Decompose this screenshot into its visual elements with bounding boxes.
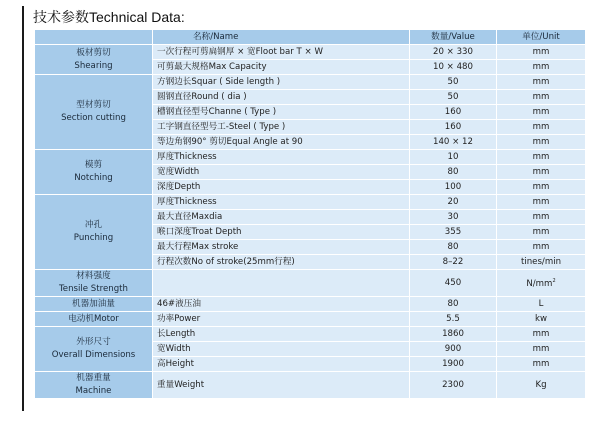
table-row	[35, 195, 586, 210]
item-unit: mm	[497, 105, 586, 120]
item-unit: Kg	[497, 372, 586, 399]
item-name: 厚度Thickness	[153, 150, 410, 165]
table-row	[35, 45, 586, 60]
item-name: 功率Power	[153, 312, 410, 327]
item-name: 最大直径Maxdia	[153, 210, 410, 225]
item-unit: mm	[497, 195, 586, 210]
item-name	[153, 270, 410, 297]
category-notching	[35, 150, 153, 195]
header-name: 名称/Name	[153, 30, 410, 45]
item-unit	[497, 270, 586, 297]
item-name: 行程次数No of stroke(25mm行程)	[153, 255, 410, 270]
item-name: 长Length	[153, 327, 410, 342]
category-label-cn: 材料强度	[76, 271, 111, 281]
item-unit: tines/min	[497, 255, 586, 270]
item-value: 20 × 330	[410, 45, 497, 60]
item-name: 圆钢直径Round ( dia )	[153, 90, 410, 105]
item-unit: mm	[497, 165, 586, 180]
item-value: 900	[410, 342, 497, 357]
item-unit: mm	[497, 150, 586, 165]
item-unit: mm	[497, 210, 586, 225]
category-motor: 电动机Motor	[35, 312, 153, 327]
table-row	[35, 75, 586, 90]
item-value: 355	[410, 225, 497, 240]
category-punching	[35, 195, 153, 270]
item-unit: mm	[497, 180, 586, 195]
item-value: 450	[410, 270, 497, 297]
page-title: 技术参数Technical Data:	[33, 9, 185, 25]
item-unit: mm	[497, 75, 586, 90]
item-unit: mm	[497, 327, 586, 342]
left-margin-rule	[22, 6, 24, 411]
item-unit: mm	[497, 90, 586, 105]
item-name: 高Height	[153, 357, 410, 372]
category-label-en: Punching	[73, 233, 114, 243]
item-name: 宽度Width	[153, 165, 410, 180]
category-label-en: Shearing	[74, 60, 113, 71]
table-row	[35, 312, 586, 327]
item-name: 可剪最大规格Max Capacity	[153, 60, 410, 75]
item-unit: mm	[497, 342, 586, 357]
header-category	[35, 30, 153, 45]
item-value: 10 × 480	[410, 60, 497, 75]
item-value: 80	[410, 297, 497, 312]
item-value: 2300	[410, 372, 497, 399]
item-value: 8–22	[410, 255, 497, 270]
item-value: 140 × 12	[410, 135, 497, 150]
table-row	[35, 270, 586, 297]
category-label-en: Notching	[74, 173, 113, 183]
item-value: 160	[410, 120, 497, 135]
item-unit: mm	[497, 357, 586, 372]
category-machine-weight	[35, 372, 153, 399]
category-tensile-strength	[35, 270, 153, 297]
item-name: 46#液压油	[153, 297, 410, 312]
item-value: 30	[410, 210, 497, 225]
item-value: 5.5	[410, 312, 497, 327]
table-row	[35, 327, 586, 342]
item-unit: mm	[497, 225, 586, 240]
item-value: 1900	[410, 357, 497, 372]
item-name: 最大行程Max stroke	[153, 240, 410, 255]
category-label-cn: 模剪	[84, 160, 103, 170]
item-value: 80	[410, 240, 497, 255]
item-unit: L	[497, 297, 586, 312]
category-label-cn: 型材剪切	[76, 100, 111, 110]
item-value: 80	[410, 165, 497, 180]
category-label-en: Section cutting	[61, 113, 126, 123]
item-value: 50	[410, 75, 497, 90]
unit-superscript: 2	[552, 278, 556, 285]
item-name: 等边角钢90° 剪切Equal Angle at 90	[153, 135, 410, 150]
item-unit: mm	[497, 240, 586, 255]
header-quantity: 数量/Value	[410, 30, 497, 45]
category-shearing	[35, 45, 153, 75]
category-oil: 机器加油量	[35, 297, 153, 312]
category-section-cutting	[35, 75, 153, 150]
item-name: 宽Width	[153, 342, 410, 357]
category-label-cn: 外形尺寸	[76, 337, 111, 347]
item-value: 50	[410, 90, 497, 105]
technical-data-table	[34, 29, 586, 399]
category-label-cn: 冲孔	[84, 220, 103, 230]
category-label-en: Overall Dimensions	[51, 350, 136, 360]
unit-text: N/mm	[526, 278, 553, 289]
category-label-en: Tensile Strength	[59, 284, 128, 294]
item-unit: mm	[497, 60, 586, 75]
category-label-cn: 板材剪切	[76, 47, 111, 58]
item-name: 厚度Thickness	[153, 195, 410, 210]
item-value: 10	[410, 150, 497, 165]
item-value: 100	[410, 180, 497, 195]
item-name: 工字钢直径型号工-Steel ( Type )	[153, 120, 410, 135]
item-name: 喉口深度Troat Depth	[153, 225, 410, 240]
header-unit: 单位/Unit	[497, 30, 586, 45]
item-value: 160	[410, 105, 497, 120]
item-name: 重量Weight	[153, 372, 410, 399]
item-unit: kw	[497, 312, 586, 327]
item-name: 槽钢直径型号Channe ( Type )	[153, 105, 410, 120]
table-row	[35, 372, 586, 399]
item-unit: mm	[497, 45, 586, 60]
table-header-row	[35, 30, 586, 45]
item-value: 20	[410, 195, 497, 210]
item-value: 1860	[410, 327, 497, 342]
item-unit: mm	[497, 135, 586, 150]
category-overall-dimensions	[35, 327, 153, 372]
table-row	[35, 150, 586, 165]
item-name: 一次行程可剪扁钢厚 × 宽Floot bar T × W	[153, 45, 410, 60]
item-name: 深度Depth	[153, 180, 410, 195]
category-label-en: Machine	[75, 386, 112, 396]
item-unit: mm	[497, 120, 586, 135]
item-name: 方钢边长Squar ( Side length )	[153, 75, 410, 90]
table-row	[35, 297, 586, 312]
category-label-cn: 机器重量	[76, 373, 111, 383]
